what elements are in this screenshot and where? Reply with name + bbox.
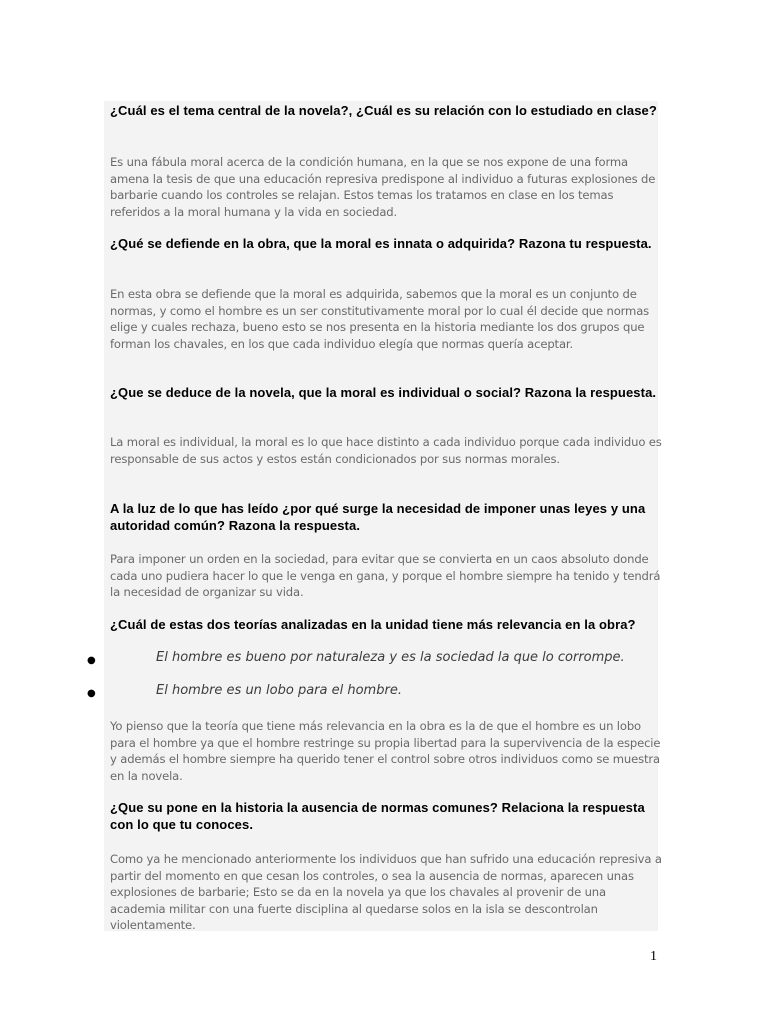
- answer-3: La moral es individual, la moral es lo que hace distinto a cada individuo porque cada individuo es responsable de sus actos y estos están condicionados por sus normas morales.: [110, 435, 662, 466]
- question-3: ¿Que se deduce de la novela, que la moral es individual o social? Razona la respuesta.: [110, 385, 657, 400]
- page-number: 1: [650, 949, 657, 964]
- answer-5: Yo pienso que la teoría que tiene más relevancia en la obra es la de que el hombre es un lobo para el hombre ya que el hombre restringe su propia libertad para la supervivencia de la especie y además el hombre siempre ha querido tener el control sobre otros individuos como se muestra en la novela.: [110, 719, 661, 783]
- bullet-icon: ●: [87, 655, 96, 666]
- question-2: ¿Qué se defiende en la obra, que la moral es innata o adquirida? Razona tu respuesta.: [110, 236, 652, 251]
- question-1: ¿Cuál es el tema central de la novela?, ¿Cuál es su relación con lo estudiado en clase?: [110, 103, 657, 118]
- question-6: ¿Que su pone en la historia la ausencia de normas comunes? Relaciona la respuesta con lo que tu conoces.: [110, 800, 645, 832]
- bullet-icon: ●: [87, 688, 96, 699]
- answer-6: Como ya he mencionado anteriormente los individuos que han sufrido una educación represiva a partir del momento en que cesan los controles, o sea la ausencia de normas, aparecen unas explosiones de barbarie; Esto se da en la novela ya que los chavales al provenir de una academia militar con una fuerte disciplina al quedarse solos en la isla se descontrolan violentamente.: [110, 852, 662, 932]
- answer-2: En esta obra se defiende que la moral es adquirida, sabemos que la moral es un conjunto de normas, y como el hombre es un ser constitutivamente moral por lo cual él decide que normas elige y cuales rechaza, bueno esto se nos presenta en la historia mediante los dos grupos que forman los chavales, en los que cada individuo elegía que normas quería aceptar.: [110, 287, 650, 351]
- theory-item-2: El hombre es un lobo para el hombre.: [156, 683, 402, 698]
- question-5: ¿Cuál de estas dos teorías analizadas en la unidad tiene más relevancia en la obra?: [110, 617, 636, 632]
- question-4: A la luz de lo que has leído ¿por qué surge la necesidad de imponer unas leyes y una autoridad común? Razona la respuesta.: [110, 501, 646, 533]
- answer-1: Es una fábula moral acerca de la condición humana, en la que se nos expone de una forma amena la tesis de que una educación represiva predispone al individuo a futuras explosiones de barbarie cuando los controles se relajan. Estos temas los tratamos en clase en los temas referidos a la moral humana y la vida en sociedad.: [110, 155, 656, 219]
- answer-4: Para imponer un orden en la sociedad, para evitar que se convierta en un caos absoluto donde cada uno pudiera hacer lo que le venga en gana, y porque el hombre siempre ha tenido y tendrá la necesidad de organizar su vida.: [110, 552, 661, 599]
- theory-item-1: El hombre es bueno por naturaleza y es la sociedad la que lo corrompe.: [156, 650, 625, 665]
